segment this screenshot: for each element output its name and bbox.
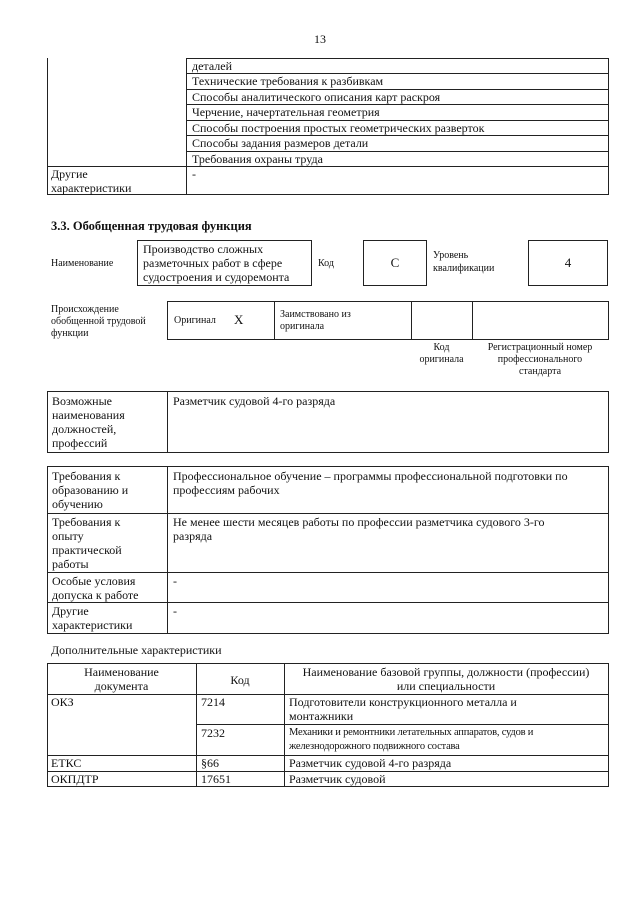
- row-3-doc: ЕТКС: [51, 756, 82, 770]
- edu-label-3: обучению: [52, 497, 103, 511]
- row-3-code: §66: [201, 756, 219, 770]
- row-1-name-2: монтажники: [289, 709, 354, 723]
- positions-label-1: Возможные: [52, 394, 112, 408]
- top-other-label-1: Другие: [51, 167, 88, 181]
- exp-label-1: Требования к: [52, 515, 121, 529]
- page-number: 13: [314, 32, 326, 46]
- header-name-2: или специальности: [396, 679, 496, 693]
- level-value: 4: [564, 255, 572, 270]
- top-row-2: Технические требования к разбивкам: [192, 74, 384, 88]
- code-value: C: [390, 255, 400, 270]
- positions-label-4: профессий: [52, 436, 108, 450]
- borrowed-label-2: оригинала: [280, 321, 325, 332]
- row-4-doc: ОКПДТР: [51, 772, 99, 786]
- special-label-1: Особые условия: [52, 574, 136, 588]
- edu-value-2: профессиям рабочих: [173, 483, 280, 497]
- level-label-1: Уровень: [433, 250, 469, 261]
- row-2-code: 7232: [201, 726, 225, 740]
- reg-caption-1: Регистрационный номер: [487, 342, 593, 353]
- exp-value-1: Не менее шести месяцев работы по профессии разметчика судового 3-го: [173, 515, 545, 529]
- edu-label-2: образованию и: [52, 483, 129, 497]
- origin-label-2: обобщенной трудовой: [51, 316, 146, 327]
- row-4-code: 17651: [201, 772, 231, 786]
- row-2-name-1: Механики и ремонтники летательных аппаратов, судов и: [289, 727, 534, 738]
- name-label: Наименование: [51, 258, 114, 269]
- req-other-label-2: характеристики: [52, 618, 133, 632]
- req-other-value: -: [173, 604, 177, 618]
- positions-label-2: наименования: [52, 408, 125, 422]
- original-label: Оригинал: [174, 315, 216, 326]
- reg-caption-3: стандарта: [518, 366, 562, 377]
- header-doc-2: документа: [94, 679, 149, 693]
- top-row-3: Способы аналитического описания карт раскроя: [192, 90, 441, 104]
- borrowed-label-1: Заимствовано из: [280, 309, 351, 320]
- req-other-label-1: Другие: [52, 604, 89, 618]
- level-label-2: квалификации: [433, 263, 495, 274]
- section-title: 3.3. Обобщенная трудовая функция: [51, 219, 252, 233]
- top-row-5: Способы построения простых геометрических разверток: [192, 121, 485, 135]
- row-1-code: 7214: [201, 695, 225, 709]
- special-label-2: допуска к работе: [52, 588, 139, 602]
- top-other-value: -: [192, 167, 196, 181]
- top-row-7: Требования охраны труда: [192, 152, 323, 166]
- top-row-4: Черчение, начертательная геометрия: [192, 105, 380, 119]
- original-mark: X: [234, 312, 244, 327]
- top-other-label-2: характеристики: [51, 181, 132, 195]
- name-value-2: разметочных работ в сфере: [143, 256, 283, 270]
- positions-value: Разметчик судовой 4-го разряда: [173, 394, 336, 408]
- additional-title: Дополнительные характеристики: [51, 643, 222, 657]
- top-row-1: деталей: [192, 59, 232, 73]
- header-doc-1: Наименование: [84, 665, 159, 679]
- row-4-name-1: Разметчик судовой: [289, 772, 386, 786]
- code-caption-2: оригинала: [419, 354, 464, 365]
- code-caption-1: Код: [433, 342, 450, 353]
- special-value: -: [173, 574, 177, 588]
- origin-label-3: функции: [51, 328, 89, 339]
- exp-value-2: разряда: [173, 529, 213, 543]
- top-row-6: Способы задания размеров детали: [192, 136, 369, 150]
- row-1-name-1: Подготовители конструкционного металла и: [289, 695, 517, 709]
- row-1-doc: ОКЗ: [51, 695, 74, 709]
- reg-caption-2: профессионального: [497, 354, 583, 365]
- edu-label-1: Требования к: [52, 469, 121, 483]
- origin-label-1: Происхождение: [51, 304, 119, 315]
- exp-label-2: опыту: [52, 529, 84, 543]
- header-name-1: Наименование базовой группы, должности (профессии): [302, 665, 590, 679]
- exp-label-3: практической: [52, 543, 122, 557]
- name-value-3: судостроения и судоремонта: [143, 270, 290, 284]
- row-2-name-2: железнодорожного подвижного состава: [289, 741, 460, 752]
- code-label: Код: [318, 258, 334, 269]
- edu-value-1: Профессиональное обучение – программы профессиональной подготовки по: [173, 469, 568, 483]
- exp-label-4: работы: [52, 557, 89, 571]
- row-3-name-1: Разметчик судовой 4-го разряда: [289, 756, 452, 770]
- name-value-1: Производство сложных: [143, 242, 264, 256]
- positions-label-3: должностей,: [52, 422, 117, 436]
- header-code: Код: [230, 673, 250, 687]
